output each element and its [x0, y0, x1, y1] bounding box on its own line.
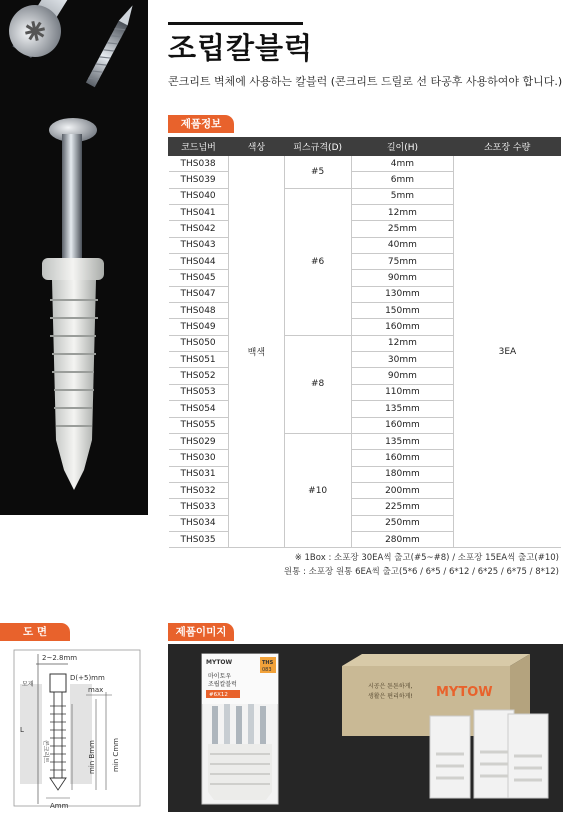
cell-length: 160mm [351, 450, 454, 466]
dim-a-label: Amm [50, 802, 69, 810]
dim-min-c-label: min Cmm [112, 738, 120, 772]
section-tag-drawing: 도 면 [0, 623, 70, 641]
cell-length: 135mm [351, 401, 454, 417]
cell-length: 160mm [351, 319, 454, 335]
dim-l-label: L [20, 726, 24, 734]
section-tag-product-image: 제품이미지 [168, 623, 234, 641]
cell-code: THS050 [169, 335, 229, 351]
screw-shank-drawing [54, 692, 62, 782]
cell-length: 160mm [351, 417, 454, 433]
cell-length: 5mm [351, 188, 454, 204]
cell-code: THS040 [169, 188, 229, 204]
box-text-2: 생활은 편리하게! [368, 693, 413, 700]
cell-code: THS049 [169, 319, 229, 335]
cell-length: 4mm [351, 156, 454, 172]
header-code: 코드넘버 [169, 138, 229, 156]
header-screw-size: 피스규격(D) [284, 138, 351, 156]
cell-code: THS029 [169, 433, 229, 449]
small-bags [430, 710, 548, 798]
cell-length: 130mm [351, 286, 454, 302]
anchor-tip-drawing [50, 778, 66, 790]
technical-drawing [0, 644, 148, 812]
cell-length: 250mm [351, 515, 454, 531]
dim-gap-label: 2~2.8mm [42, 654, 78, 662]
table-row [169, 156, 561, 172]
package-name-line1: 마이토우 [208, 673, 232, 680]
cell-code: THS054 [169, 401, 229, 417]
section-tag-product-info: 제품정보 [168, 115, 234, 133]
cell-code: THS045 [169, 270, 229, 286]
cell-screw-size: #5 [284, 156, 351, 189]
cell-length: 90mm [351, 368, 454, 384]
product-hero-photo [0, 0, 148, 515]
cell-code: THS055 [169, 417, 229, 433]
cell-length: 25mm [351, 221, 454, 237]
cell-code: THS034 [169, 515, 229, 531]
cell-code: THS052 [169, 368, 229, 384]
cell-length: 280mm [351, 531, 454, 547]
cell-code: THS038 [169, 156, 229, 172]
page-title: 조립칼블럭 [168, 31, 314, 65]
cell-code: THS051 [169, 352, 229, 368]
package-name-line2: 조립칼블럭 [208, 681, 237, 688]
dim-material-label: 모재 [22, 681, 34, 688]
cell-code: THS044 [169, 254, 229, 270]
cell-screw-size: #8 [284, 335, 351, 433]
header-length: 길이(H) [351, 138, 454, 156]
svg-text:083: 083 [262, 667, 272, 673]
cell-code: THS048 [169, 303, 229, 319]
cell-code: THS035 [169, 531, 229, 547]
screw-head-drawing [50, 674, 66, 692]
cell-code: THS041 [169, 205, 229, 221]
cell-length: 12mm [351, 335, 454, 351]
cell-length: 30mm [351, 352, 454, 368]
cell-code: THS039 [169, 172, 229, 188]
anchors-in-bag [208, 704, 272, 800]
product-package-photo [168, 644, 563, 812]
title-underline [168, 22, 303, 25]
cell-code: THS042 [169, 221, 229, 237]
cell-length: 150mm [351, 303, 454, 319]
cell-length: 90mm [351, 270, 454, 286]
cell-screw-size: #6 [284, 188, 351, 335]
dim-max-label: max [88, 686, 104, 694]
concrete-wall [20, 684, 42, 784]
page-subtitle: 콘크리트 벽체에 사용하는 칼블럭 (콘크리트 드릴로 선 타공후 사용하여야 합니다.) [168, 75, 563, 88]
shipping-note-box: ※ 1Box : 소포장 30EA씩 출고(#5~#8) / 소포장 15EA씩 출고(#10) [294, 553, 559, 563]
dim-min-b-label: min Bmm [88, 740, 96, 774]
cell-length: 225mm [351, 499, 454, 515]
cell-length: 12mm [351, 205, 454, 221]
box-text-1: 시공은 튼튼하게, [368, 683, 413, 690]
cell-length: 40mm [351, 237, 454, 253]
cell-length: 180mm [351, 466, 454, 482]
table-header-row [169, 138, 561, 156]
dim-screw-label: D(+5)mm [70, 674, 105, 682]
cell-length: 200mm [351, 482, 454, 498]
cell-screw-size: #10 [284, 433, 351, 547]
package-brand: MYTOW [206, 659, 233, 666]
cell-length: 75mm [351, 254, 454, 270]
cell-code: THS043 [169, 237, 229, 253]
cell-length: 6mm [351, 172, 454, 188]
shipping-note-tube: 원통 : 소포장 원통 6EA씩 출고(5*6 / 6*5 / 6*12 / 6*25 / 6*75 / 8*12) [283, 567, 559, 577]
box-logo: MYTOW [436, 685, 493, 700]
cell-length: 135mm [351, 433, 454, 449]
cell-code: THS031 [169, 466, 229, 482]
cell-color: 백색 [228, 156, 284, 548]
table-body [169, 156, 561, 548]
cell-pack-qty: 3EA [454, 156, 561, 548]
cell-code: THS047 [169, 286, 229, 302]
cell-code: THS053 [169, 384, 229, 400]
anchor-photo-illustration [0, 0, 148, 515]
dim-concrete-label: 콘크리트 [42, 740, 49, 764]
spec-table [168, 137, 561, 548]
cell-code: THS033 [169, 499, 229, 515]
cell-length: 110mm [351, 384, 454, 400]
cell-code: THS030 [169, 450, 229, 466]
cell-code: THS032 [169, 482, 229, 498]
header-color: 색상 [228, 138, 284, 156]
header-pack-qty: 소포장 수량 [454, 138, 561, 156]
package-size: #6X12 [209, 692, 228, 698]
svg-text:THS: THS [262, 660, 274, 666]
